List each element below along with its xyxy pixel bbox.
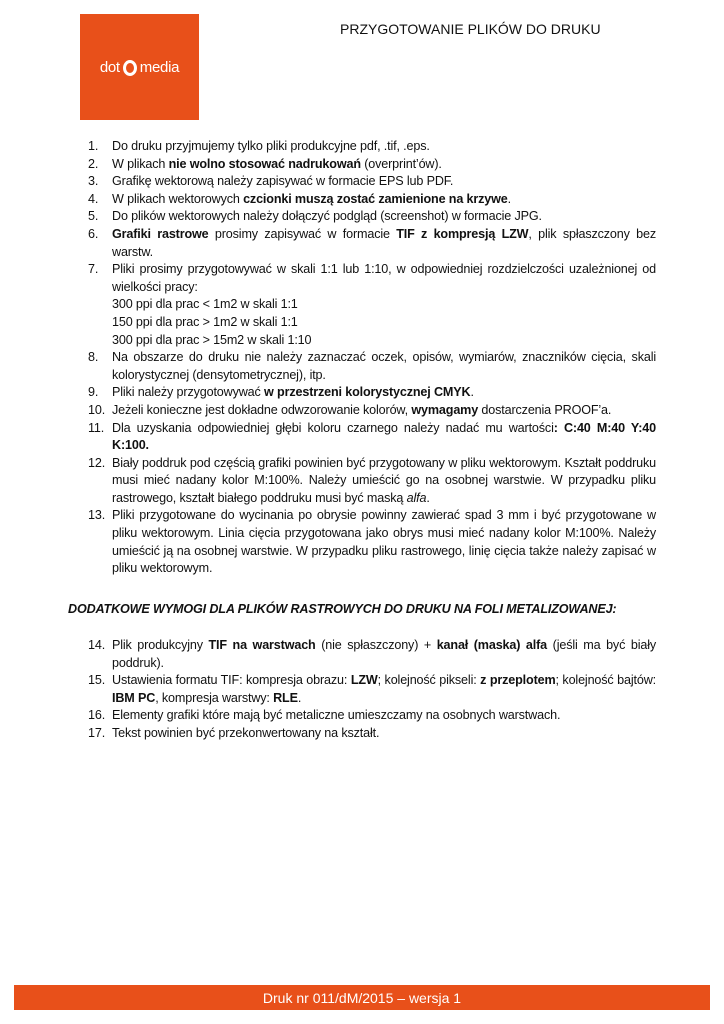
list-item [88,191,656,209]
bold-text: TIF na warstwach [208,638,316,652]
list-item [88,672,656,707]
item-text: Do plików wektorowych należy dołączyć podgląd (screenshot) w formacie JPG. [112,209,542,224]
item-number: 10. [88,402,106,417]
item-text: (jeśli ma być biały poddruk). [112,638,656,670]
item-text: Grafikę wektorową należy zapisywać w formacie EPS lub PDF. [112,174,454,189]
item-number: 7. [88,262,99,277]
list-item [88,707,656,725]
bold-text: wymagamy [411,402,479,417]
logo-text-dot: dot [99,58,120,76]
list-item [88,420,656,455]
item-subline: 300 ppi dla prac > 15m2 w skali 1:10 [112,332,312,347]
item-text: . [426,490,430,505]
bold-text: TIF z kompresją LZW [396,226,529,241]
item-text: W plikach wektorowych [112,191,244,206]
footer-text: Druk nr 011/dM/2015 – wersja 1 [262,989,462,1006]
item-text: , kompresja warstwy: [155,690,274,705]
item-text: . [507,191,512,206]
item-text: Do druku przyjmujemy tylko pliki produkcyjne pdf, .tif, .eps. [112,139,430,153]
bold-text: LZW [350,673,378,688]
bold-text: Grafiki rastrowe [112,226,209,241]
logo-swirl-icon [123,60,137,76]
item-number: 17. [88,725,106,740]
item-text: W plikach [112,156,169,171]
requirements-list [88,138,656,578]
list-item [88,725,656,743]
item-number: 6. [88,226,99,241]
item-subline: 150 ppi dla prac > 1m2 w skali 1:1 [112,314,298,329]
item-text: Dla uzyskania odpowiedniej głębi koloru czarnego należy nadać mu wartości [112,420,554,435]
item-subline: 300 ppi dla prac < 1m2 w skali 1:1 [112,297,298,312]
item-text: prosimy zapisywać w formacie [208,226,397,241]
item-number: 3. [88,174,99,189]
bold-text: kanał (maska) alfa [436,638,548,652]
list-item [88,637,656,672]
item-text: Jeżeli konieczne jest dokładne odwzorowanie kolorów, [112,402,412,417]
item-text: (nie spłaszczony) + [315,638,437,652]
item-number: 12. [88,455,106,470]
item-text: alfa [406,490,427,505]
item-text: , plik spłaszczony bez warstw. [112,226,656,259]
item-text: Na obszarze do druku nie należy zaznaczać oczek, opisów, wymiarów, znaczników cięcia, skali kolorystycznej (densytometrycznej), itp. [112,350,656,382]
item-text: dostarczenia PROOF’a. [478,402,612,417]
item-text: (overprint’ów). [360,156,442,171]
item-number: 16. [88,708,106,723]
page-title: PRZYGOTOWANIE PLIKÓW DO DRUKU [340,21,601,37]
metallic-foil-requirements-list [88,637,656,743]
item-number: 1. [88,139,99,153]
footer-bar [14,985,710,1010]
list-item [88,138,656,156]
item-number: 4. [88,191,99,206]
bold-text: RLE [273,690,298,705]
list-item [88,384,656,402]
item-text: Plik produkcyjny [112,638,209,652]
item-number: 11. [88,420,105,435]
dot-media-logo [80,14,199,120]
item-text: . [470,385,474,400]
item-number: 9. [88,385,99,400]
list-item [88,156,656,174]
item-text: Pliki prosimy przygotowywać w skali 1:1 lub 1:10, w odpowiedniej rozdzielczości uzależnionej od wielkości pracy: [112,262,656,294]
bold-text: czcionki muszą zostać zamienione na krzywe [243,191,508,206]
item-text: Tekst powinien być przekonwertowany na kształt. [112,725,380,740]
list-item [88,507,656,577]
item-text: Pliki przygotowane do wycinania po obrysie powinny zawierać spad 3 mm i być przygotowane w pliku wektorowym. Linia cięcia przygotowana jako obrys musi mieć nadany kolor M:100%. Należy umieścić ją na osobnej warstwie. W przypadku pliku rastrowego, linię cięcia także należy zapisać w pliku wektorowym. [112,508,656,576]
item-text: ; kolejność bajtów: [555,673,656,688]
item-number: 14. [88,638,106,652]
item-number: 2. [88,156,99,171]
bold-text: z przeplotem [480,673,556,688]
item-text: Pliki należy przygotowywać [112,385,265,400]
item-text: ; kolejność pikseli: [377,673,481,688]
item-text: . [297,690,302,705]
list-item [88,455,656,508]
logo-text-media: media [139,58,180,76]
section-heading: DODATKOWE WYMOGI DLA PLIKÓW RASTROWYCH DO DRUKU NA FOLI METALIZOWANEJ: [68,602,617,616]
bold-text: : C:40 M:40 Y:40 K:100. [112,420,656,453]
bold-text: w przestrzeni kolorystycznej CMYK [264,385,471,400]
item-text: Ustawienia formatu TIF: kompresja obrazu: [112,673,351,688]
item-text: Biały poddruk pod częścią grafiki powinien być przygotowany w pliku wektorowym. Kształt poddruku musi mieć nadany kolor M:100%. Należy umieścić go na osobnej warstwie. W przypadku pliku rastrowego, kształt białego poddruku musi być maską [112,455,656,505]
list-item [88,349,656,384]
item-number: 5. [88,209,99,224]
bold-text: nie wolno stosować nadrukowań [168,156,361,171]
item-number: 15. [88,673,106,688]
item-text: Elementy grafiki które mają być metaliczne umieszczamy na osobnych warstwach. [112,708,561,723]
list-item [88,208,656,226]
item-number: 8. [88,350,99,365]
list-item [88,226,656,261]
list-item [88,261,656,349]
bold-text: IBM PC [112,690,156,705]
item-number: 13. [88,508,106,523]
list-item [88,402,656,420]
list-item [88,173,656,191]
